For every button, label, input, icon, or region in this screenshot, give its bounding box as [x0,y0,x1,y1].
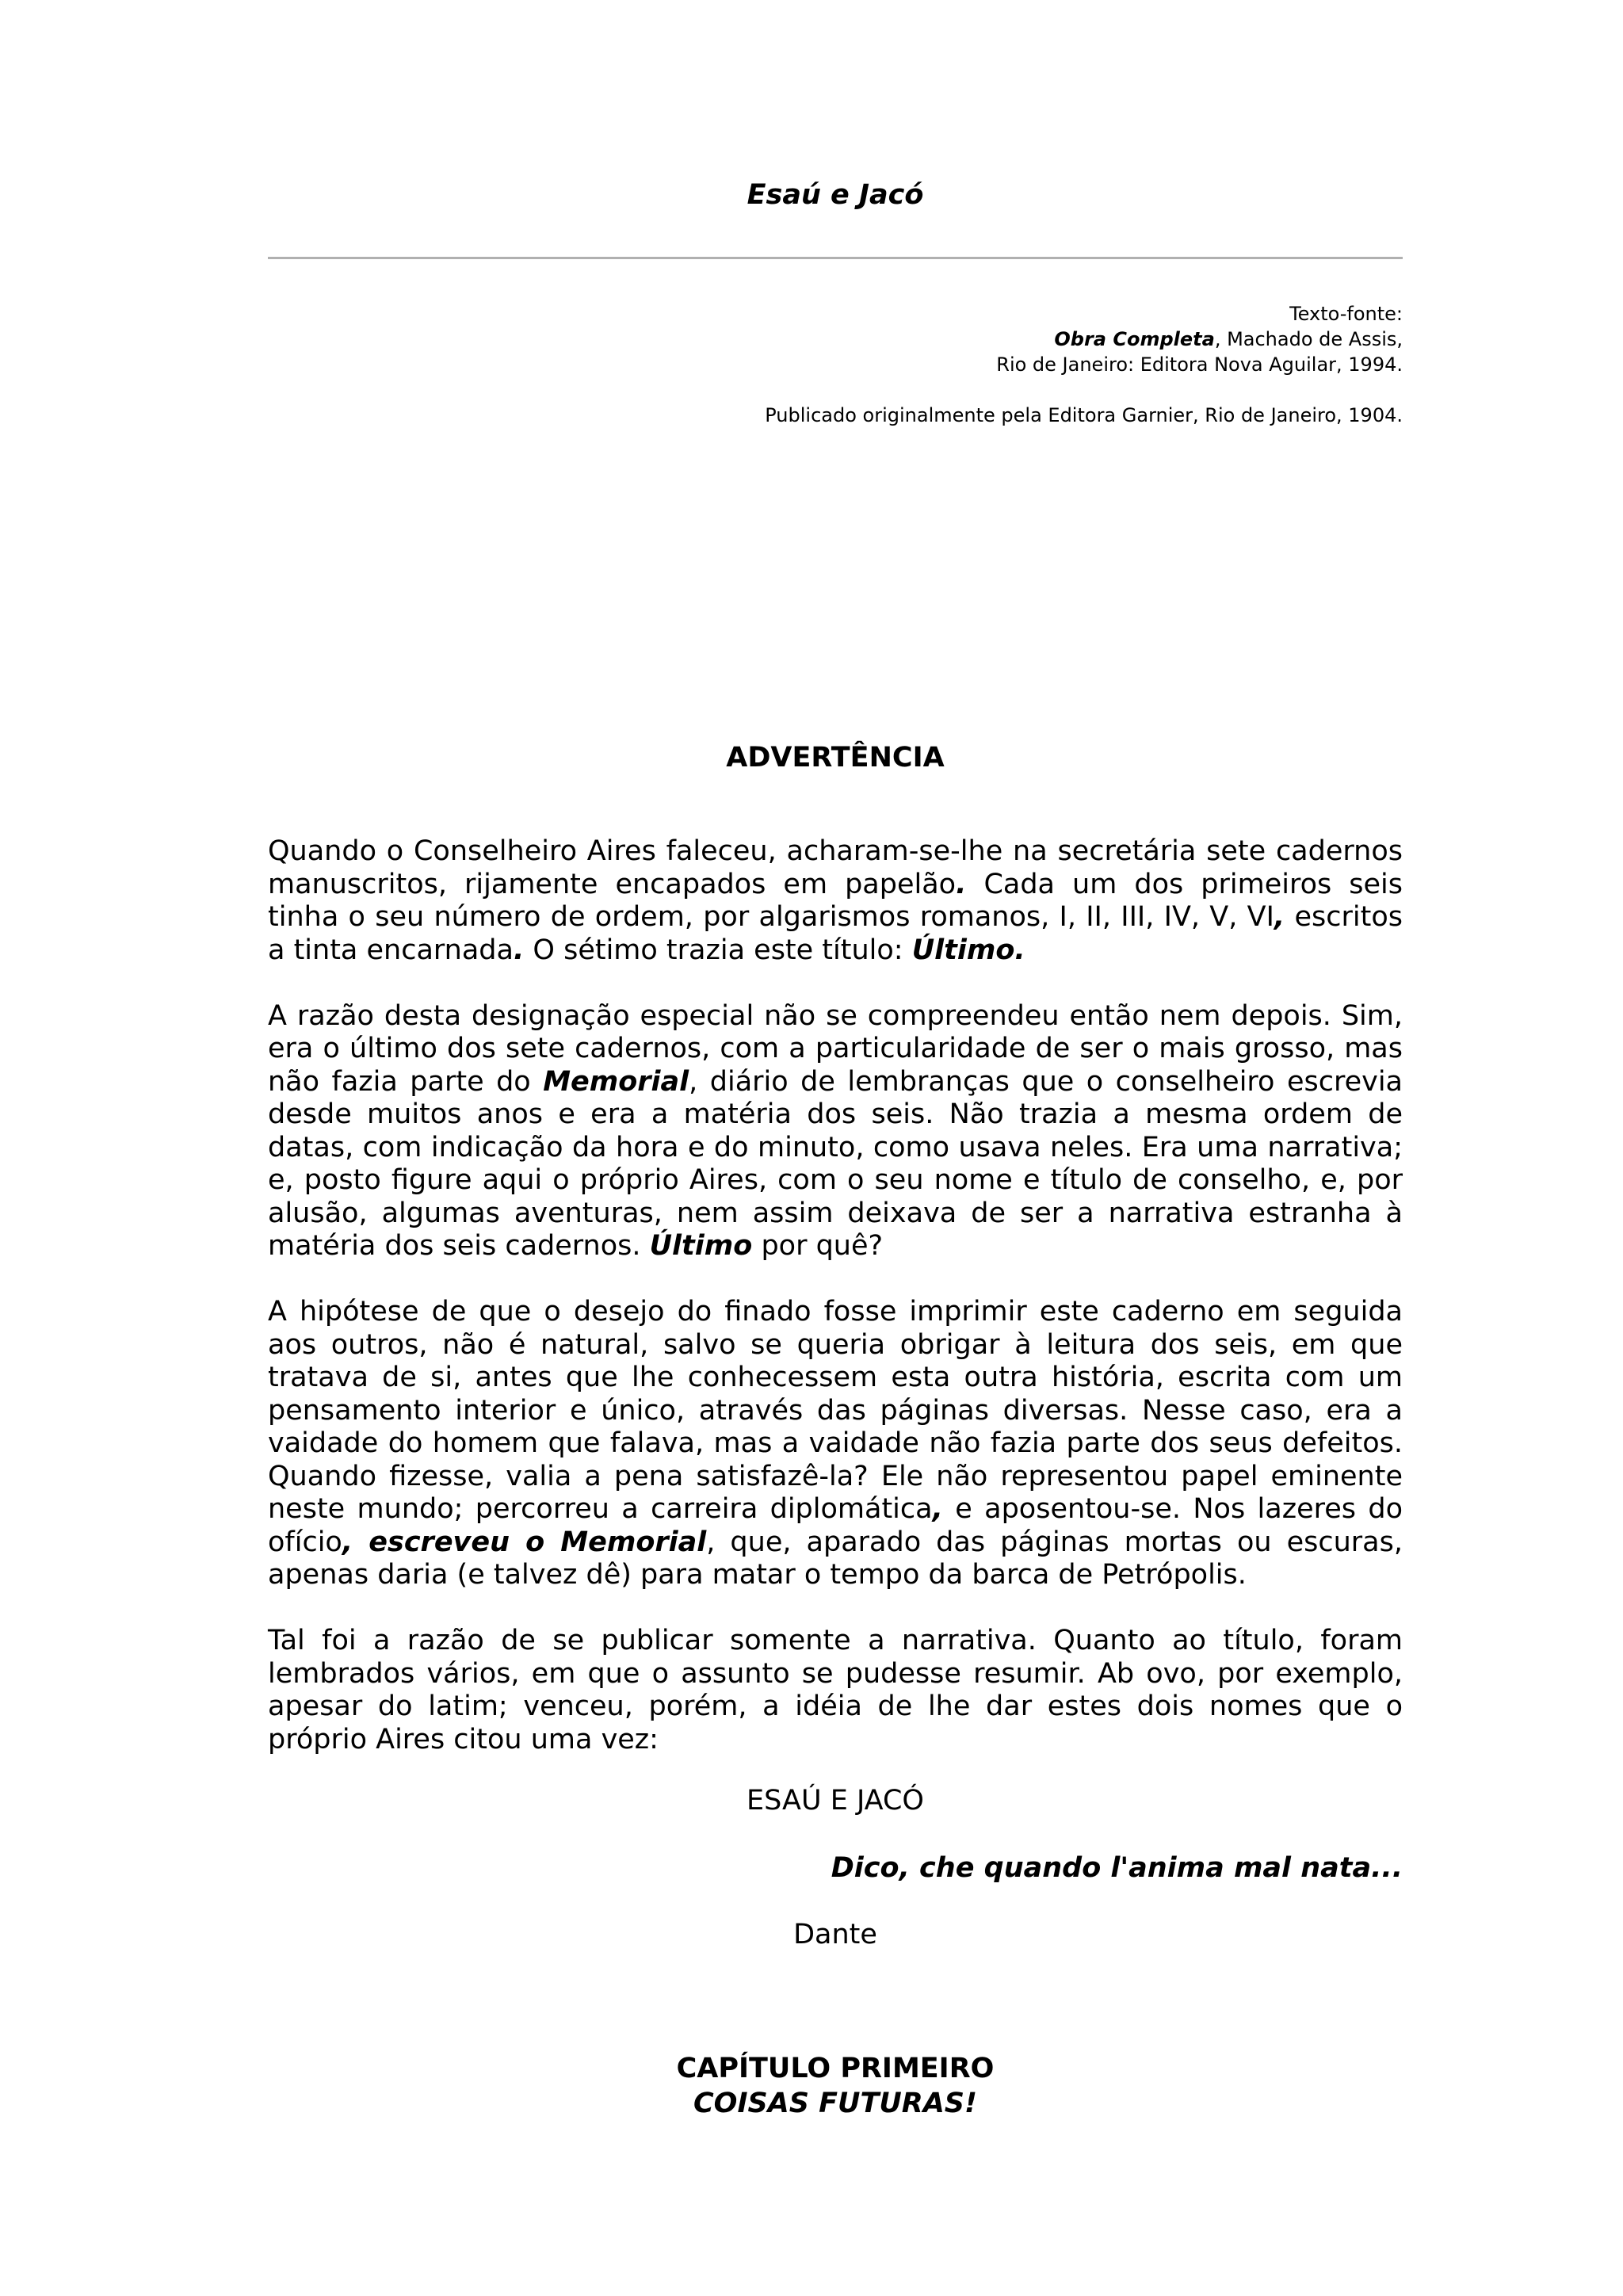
paragraph-3-text-d: , escreveu o Memorial [342,1526,707,1558]
paragraph-1-text-a: Quando o Conselheiro Aires faleceu, acharam-se-lhe na secretária sete cadernos manuscritos, rijamente encapados em papelão [268,835,1403,900]
paragraph-4: Tal foi a razão de se publicar somente a narrativa. Quanto ao título, foram lembrados vários, em que o assunto se pudesse resumir. Ab ovo, por exemplo, apesar do latim; venceu, porém, a idéia de lhe dar estes dois nomes que o próprio Aires citou uma vez: [268,1625,1403,1755]
paragraph-3-text-a: A hipótese de que o desejo do finado fosse imprimir este caderno em seguida aos outros, não é natural, salvo se queria obrigar à leitura dos seis, em que tratava de si, antes que lhe conhecessem esta outra história, escrita com um pensamento interior e único, através das páginas diversas. Nesse caso, era a vaidade do homem que falava, mas a vaidade não fazia parte dos seus defeitos. Quando fizesse, valia a pena satisfazê-la? Ele não representou papel eminente neste mundo; percorreu a carreira diplomática [268,1296,1403,1525]
epigraph-names: ESAÚ E JACÓ [747,1785,924,1817]
paragraph-2-text-a: A razão desta designação especial não se compreendeu então nem depois. Sim, era o último dos sete cadernos, com a particularidade de ser o mais grosso, mas não fazia parte do [268,999,1403,1098]
paragraph-2 [268,1000,1403,1263]
chapter-subtitle: COISAS FUTURAS! [693,2088,977,2119]
paragraph-2-text-e: por quê? [752,1230,884,1262]
source-block [268,301,1403,428]
source-work-title: Obra Completa [1054,328,1215,350]
advertencia-body [268,835,1403,1790]
section-heading-advertencia: ADVERTÊNCIA [726,742,945,774]
paragraph-1-text-g: O sétimo trazia este título: [524,934,912,966]
paragraph-3 [268,1296,1403,1592]
source-label: Texto-fonte: [1289,303,1403,325]
paragraph-3-text-e: , que, aparado das páginas mortas ou escuras, apenas daria (e talvez dê) para matar o tempo da barca de Petrópolis. [268,1526,1403,1591]
paragraph-1-text-h: Último. [911,934,1025,966]
paragraph-1-text-c: Cada um dos primeiros seis tinha o seu número de ordem, por algarismos romanos, I, II, III, IV, V, VI [268,868,1403,933]
source-original-publication: Publicado originalmente pela Editora Garnier, Rio de Janeiro, 1904. [765,404,1403,426]
paragraph-1 [268,835,1403,967]
paragraph-3-text-b: , [932,1493,943,1525]
epigraph-quote: Dico, che quando l'anima mal nata... [831,1852,1403,1884]
paragraph-2-text-d: Último [649,1230,753,1262]
document-title: Esaú e Jacó [747,179,924,211]
source-publisher: Rio de Janeiro: Editora Nova Aguilar, 1994. [996,353,1403,376]
source-work-author: , Machado de Assis, [1214,328,1403,350]
paragraph-2-text-c: , diário de lembranças que o conselheiro escrevia desde muitos anos e era a matéria dos seis. Não trazia a mesma ordem de datas, com indicação da hora e do minuto, como usava neles. Era uma narrativa; e, posto figure aqui o próprio Aires, com o seu nome e título de conselho, e, por alusão, algumas aventuras, nem assim deixava de ser a narrativa estranha à matéria dos seis cadernos. [268,1065,1403,1262]
paragraph-1-text-b: . [956,868,967,900]
epigraph-author: Dante [793,1919,877,1950]
paragraph-1-text-f: . [513,934,525,966]
chapter-heading: CAPÍTULO PRIMEIRO [676,2053,995,2084]
paragraph-1-text-d: , [1274,901,1285,933]
paragraph-1-text-e: escritos a tinta encarnada [268,901,1403,966]
header-divider [268,257,1403,259]
source-work [268,327,1403,352]
paragraph-3-text-c: e aposentou-se. Nos lazeres do ofício [268,1493,1403,1558]
paragraph-2-text-b: Memorial [543,1065,689,1098]
